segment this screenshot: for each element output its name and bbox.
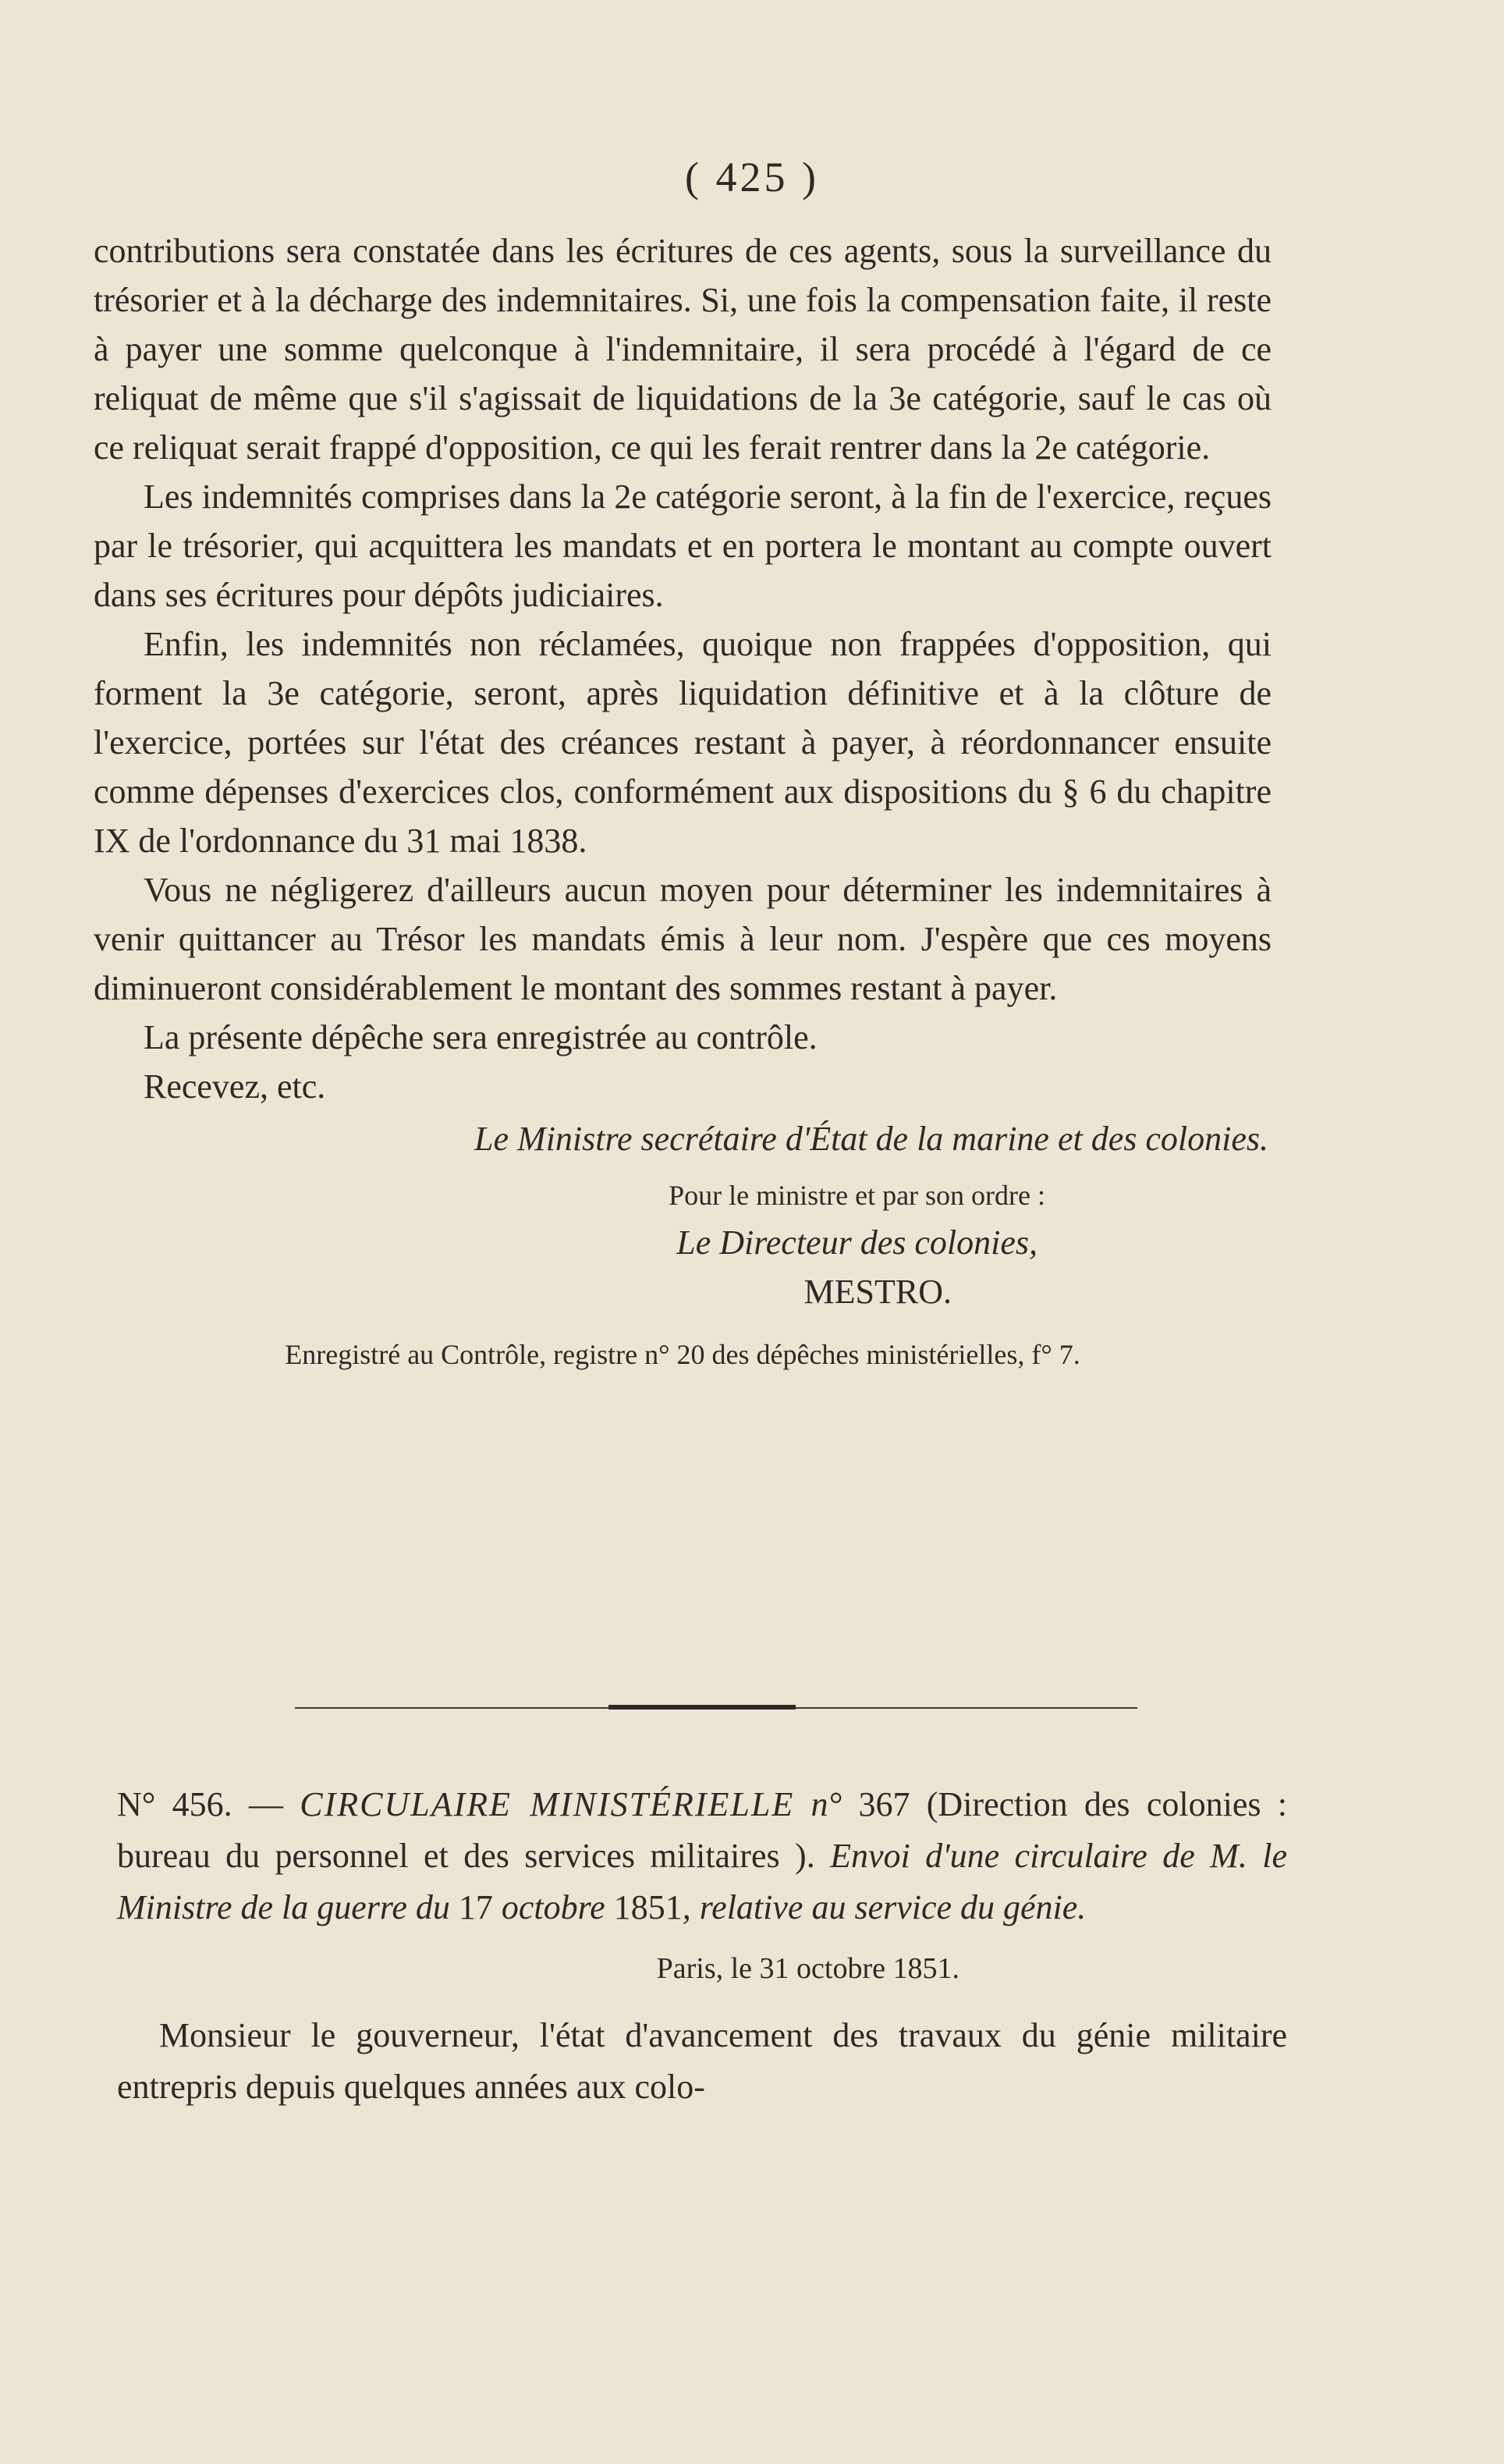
paragraph-registration: La présente dépêche sera enregistrée au contrôle.	[144, 1018, 818, 1056]
circular-open: (	[910, 1785, 938, 1823]
paragraph-continuation: contributions sera constatée dans les écritures de ces agents, sous la surveillance du trésorier et à la décharge des indemnitaires. Si, une fois la compensation faite, il reste à payer une somme quelconque à l'indemnitaire, il sera procédé à l'égard de ce reliquat de même que s'il s'agissait de liquidations de la 3e catégorie, sauf le cas où ce reliquat serait frappé d'opposition, ce qui les ferait rentrer dans la 2e catégorie.	[94, 232, 1272, 467]
paragraph-third-category: Enfin, les indemnités non réclamées, quoique non frappées d'opposition, qui forment la 3e catégorie, seront, après liquidation définitive et à la clôture de l'exercice, portées sur l'état des créances restant à payer, à réordonnancer ensuite comme dépenses d'exercices clos, conformément aux dispositions du § 6 du chapitre IX de l'ordonnance du 31 mai 1838.	[94, 625, 1272, 860]
circular-number: N° 456.	[117, 1785, 232, 1823]
circular-num: 367	[858, 1785, 910, 1823]
circular-envoi: Envoi d'une circulaire de M. le Ministre de la guerre du	[117, 1837, 1287, 1926]
dateline: Paris, le 31 octobre 1851.	[656, 1952, 960, 1985]
signature-name: MESTRO.	[803, 1273, 952, 1311]
paragraph-second-category: Les indemnités comprises dans la 2e catégorie seront, à la fin de l'exercice, reçues par le trésorier, qui acquittera les mandats et en portera le montant au compte ouvert dans ses écritures pour dépôts judiciaires.	[94, 478, 1272, 614]
signature-order: Pour le ministre et par son ordre :	[669, 1180, 1045, 1211]
circular-heading	[117, 1779, 1287, 1933]
paragraph-indemnitaires: Vous ne négligerez d'ailleurs aucun moyen pour déterminer les indemnitaires à venir quittancer au Trésor les mandats émis à leur nom. J'espère que ces moyens diminueront considérablement le montant des sommes restant à payer.	[94, 871, 1272, 1007]
circular-num-prefix: n°	[794, 1785, 859, 1823]
circular-title: CIRCULAIRE MINISTÉRIELLE	[300, 1785, 795, 1823]
circular-dash: —	[232, 1785, 300, 1823]
signature-director: Le Directeur des colonies,	[676, 1223, 1038, 1262]
circular-opening: Monsieur le gouverneur, l'état d'avancement des travaux du génie militaire entrepris depuis quelques années aux colo-	[117, 2016, 1287, 2106]
circular-year: 1851	[613, 1888, 683, 1926]
section-divider-accent	[608, 1705, 796, 1710]
body-text	[94, 226, 1272, 1379]
circular-date-num: 17	[458, 1888, 493, 1926]
circular-month: octobre	[492, 1888, 614, 1926]
page-number: ( 425 )	[685, 154, 819, 201]
signature-minister: Le Ministre secrétaire d'État de la marine et des colonies.	[474, 1120, 1268, 1158]
circular-section	[117, 1779, 1287, 2113]
registration-note: Enregistré au Contrôle, registre n° 20 des dépêches ministérielles, f° 7.	[285, 1339, 1080, 1370]
circular-relative: , relative au service du génie.	[682, 1888, 1087, 1926]
circular-direction: Direction des colonies : bureau du personnel et des services militaires ).	[117, 1785, 1288, 1875]
paragraph-closing: Recevez, etc.	[144, 1067, 326, 1106]
